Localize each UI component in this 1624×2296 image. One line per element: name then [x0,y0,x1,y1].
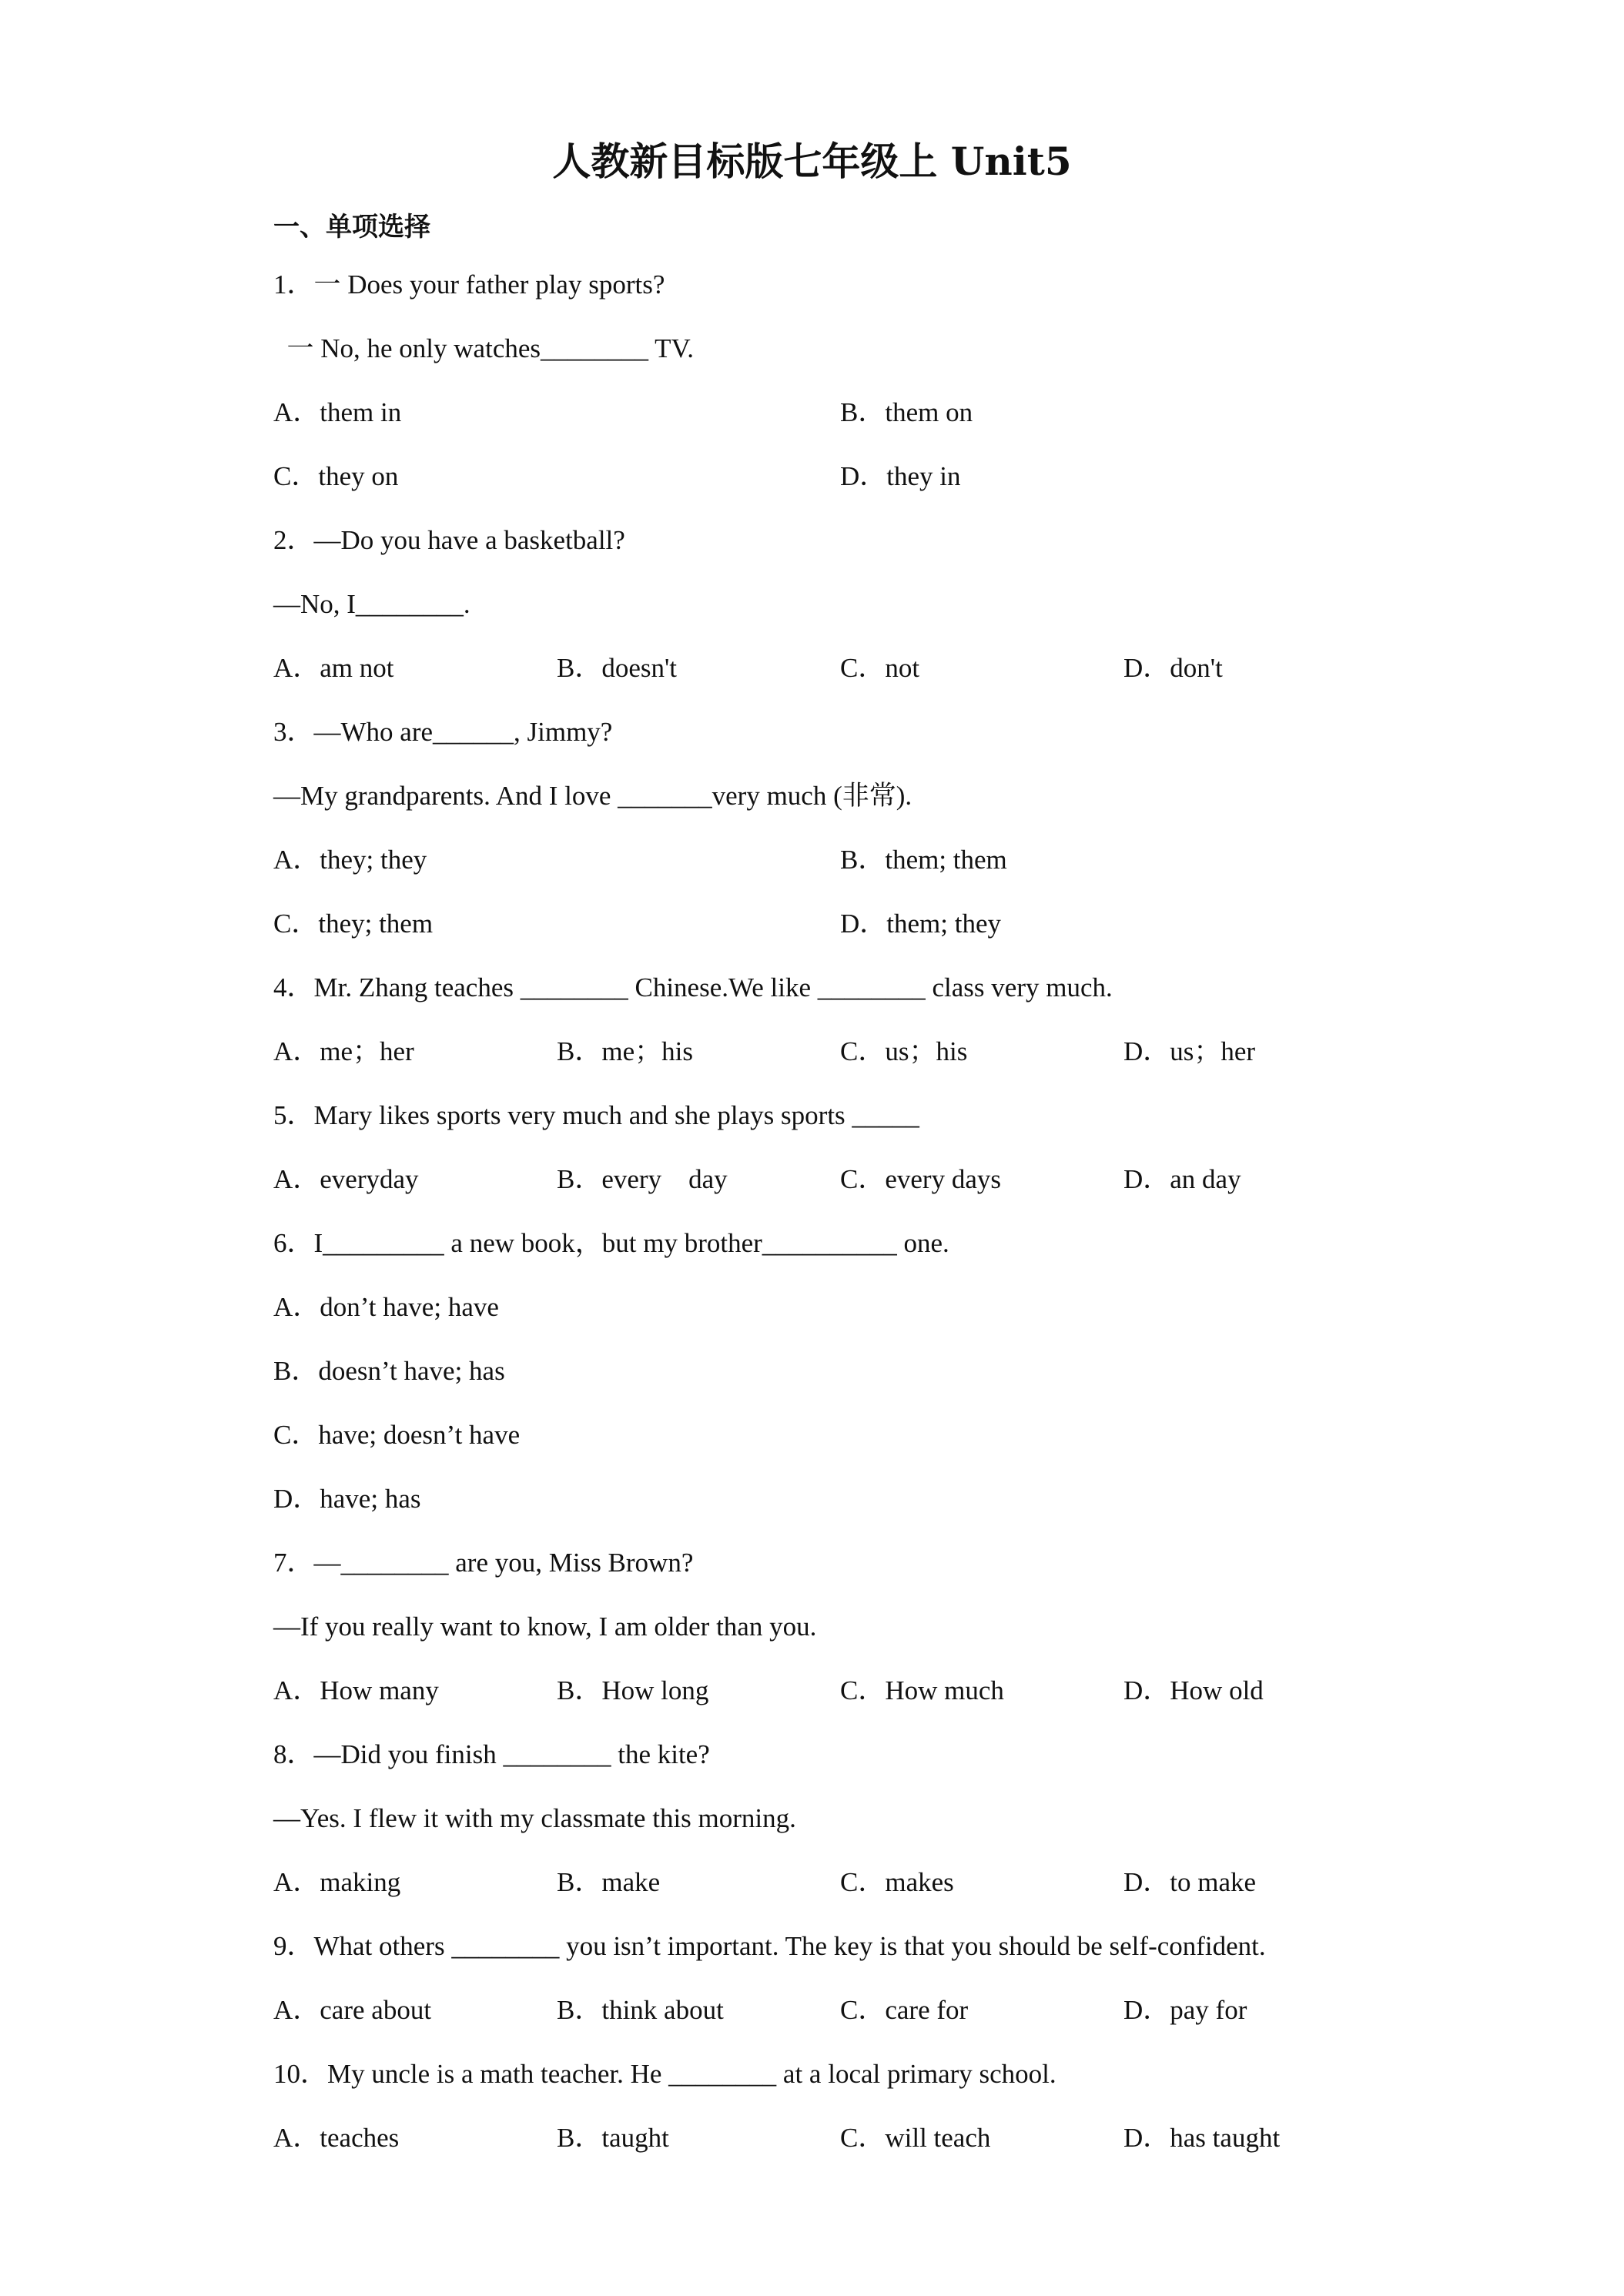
question-8-line-2: —Yes. I flew it with my classmate this morning. [273,1803,796,1833]
question-3-stem: 3．—Who are______, Jimmy? [273,717,613,747]
question-2-option-a[interactable]: A．am not [273,653,394,683]
question-4-option-d[interactable]: D．us；her [1123,1036,1256,1066]
question-1-option-d[interactable]: D．they in [840,461,961,491]
question-2-option-b[interactable]: B．doesn't [557,653,678,683]
question-9-option-b[interactable]: B．think about [557,1995,724,2025]
page-title: 人教新目标版七年级上 Unit5 [552,139,1072,184]
question-6-option-a[interactable]: A．don’t have; have [273,1292,499,1322]
question-3-option-d[interactable]: D．them; they [840,909,1001,939]
question-6-option-b[interactable]: B．doesn’t have; has [273,1356,505,1386]
question-4-option-b[interactable]: B．me；his [557,1036,693,1066]
question-9-option-a[interactable]: A．care about [273,1995,432,2025]
question-3-line-2: —My grandparents. And I love _______very much (非常). [273,781,912,811]
question-4-stem: 4．Mr. Zhang teaches ________ Chinese.We like ________ class very much. [273,972,1113,1002]
question-7-option-a[interactable]: A．How many [273,1675,439,1705]
question-10-option-b[interactable]: B．taught [557,2123,669,2153]
question-1-stem: 1．一 Does your father play sports? [273,269,665,300]
question-6-stem: 6．I_________ a new book，but my brother__________ one. [273,1228,949,1258]
question-9-option-c[interactable]: C．care for [840,1995,969,2025]
question-10-stem: 10．My uncle is a math teacher. He ________ at a local primary school. [273,2059,1056,2089]
question-1-option-a[interactable]: A．them in [273,397,402,427]
question-10-option-c[interactable]: C．will teach [840,2123,991,2153]
question-2-stem: 2．—Do you have a basketball? [273,525,625,555]
question-8-option-c[interactable]: C．makes [840,1867,954,1897]
question-8-option-d[interactable]: D．to make [1123,1867,1257,1897]
question-8-stem: 8．—Did you finish ________ the kite? [273,1739,710,1769]
question-5-option-d[interactable]: D．an day [1123,1164,1241,1194]
question-10-option-d[interactable]: D．has taught [1123,2123,1281,2153]
question-3-option-b[interactable]: B．them; them [840,845,1007,875]
question-7-option-c[interactable]: C．How much [840,1675,1004,1705]
question-4-option-a[interactable]: A．me；her [273,1036,414,1066]
question-1-option-c[interactable]: C．they on [273,461,399,491]
question-4-option-c[interactable]: C．us；his [840,1036,968,1066]
question-5-option-a[interactable]: A．everyday [273,1164,419,1194]
question-1-line-2: 一 No, he only watches________ TV. [273,333,695,363]
question-5-option-c[interactable]: C．every days [840,1164,1001,1194]
question-5-option-b[interactable]: B．every day [557,1164,728,1194]
question-9-option-d[interactable]: D．pay for [1123,1995,1247,2025]
question-1-option-b[interactable]: B．them on [840,397,973,427]
question-9-stem: 9．What others ________ you isn’t important. The key is that you should be self-confident. [273,1931,1266,1961]
question-10-option-a[interactable]: A．teaches [273,2123,400,2153]
question-7-option-b[interactable]: B．How long [557,1675,709,1705]
question-5-stem: 5．Mary likes sports very much and she plays sports _____ [273,1100,919,1130]
question-7-stem: 7．—________ are you, Miss Brown? [273,1548,694,1578]
question-8-option-a[interactable]: A．making [273,1867,401,1897]
question-2-option-c[interactable]: C．not [840,653,920,683]
question-8-option-b[interactable]: B．make [557,1867,661,1897]
question-7-option-d[interactable]: D．How old [1123,1675,1264,1705]
question-2-line-2: —No, I________. [273,589,470,619]
question-6-option-c[interactable]: C．have; doesn’t have [273,1420,521,1450]
question-3-option-a[interactable]: A．they; they [273,845,427,875]
question-3-option-c[interactable]: C．they; them [273,909,434,939]
question-6-option-d[interactable]: D．have; has [273,1484,421,1514]
question-2-option-d[interactable]: D．don't [1123,653,1223,683]
section-heading: 一、单项选择 [273,212,430,243]
question-7-line-2: —If you really want to know, I am older than you. [273,1612,817,1642]
